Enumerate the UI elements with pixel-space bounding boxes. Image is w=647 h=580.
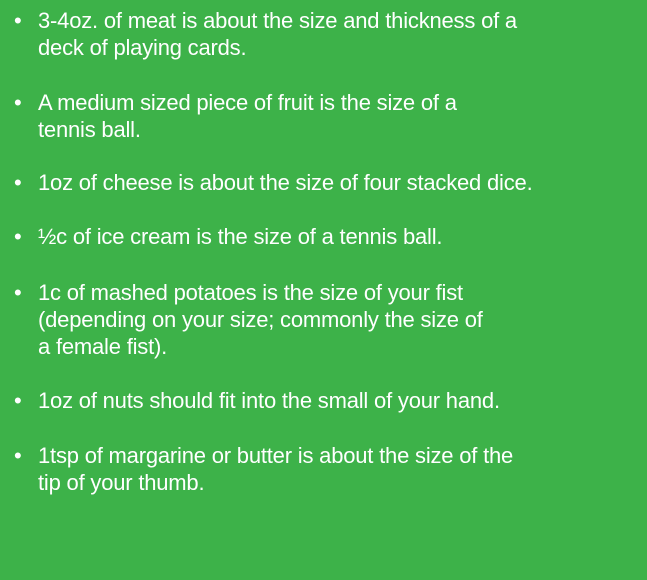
list-item-line: a female fist).: [38, 334, 168, 359]
list-item-line: 1c of mashed potatoes is the size of your fist: [38, 280, 463, 305]
list-item-text: [38, 387, 643, 414]
list-item-line: 1tsp of margarine or butter is about the size of the: [38, 443, 514, 468]
bullet-icon: •: [14, 224, 22, 249]
bullet-icon: •: [14, 90, 22, 115]
list-item-text: [38, 279, 643, 360]
list-item-line: (depending on your size; commonly the size of: [38, 307, 483, 332]
list-item-text: [38, 89, 643, 143]
list-item-line: 1oz of cheese is about the size of four stacked dice.: [38, 170, 533, 195]
bullet-icon: •: [14, 8, 22, 33]
list-item-line: deck of playing cards.: [38, 35, 247, 60]
list-item-line: 3-4oz. of meat is about the size and thickness of a: [38, 8, 517, 33]
bullet-icon: •: [14, 280, 22, 305]
list-item-line: A medium sized piece of fruit is the size of a: [38, 90, 457, 115]
list-item-line: tennis ball.: [38, 117, 141, 142]
bullet-icon: •: [14, 170, 22, 195]
bullet-icon: •: [14, 443, 22, 468]
bullet-icon: •: [14, 388, 22, 413]
list-item-text: [38, 223, 643, 250]
list-item-line: tip of your thumb.: [38, 470, 205, 495]
list-item-text: [38, 169, 643, 196]
list-item-line: 1oz of nuts should fit into the small of your hand.: [38, 388, 500, 413]
list-item-text: [38, 442, 643, 496]
list-item-text: [38, 7, 643, 61]
list-item-line: ½c of ice cream is the size of a tennis ball.: [38, 224, 443, 249]
